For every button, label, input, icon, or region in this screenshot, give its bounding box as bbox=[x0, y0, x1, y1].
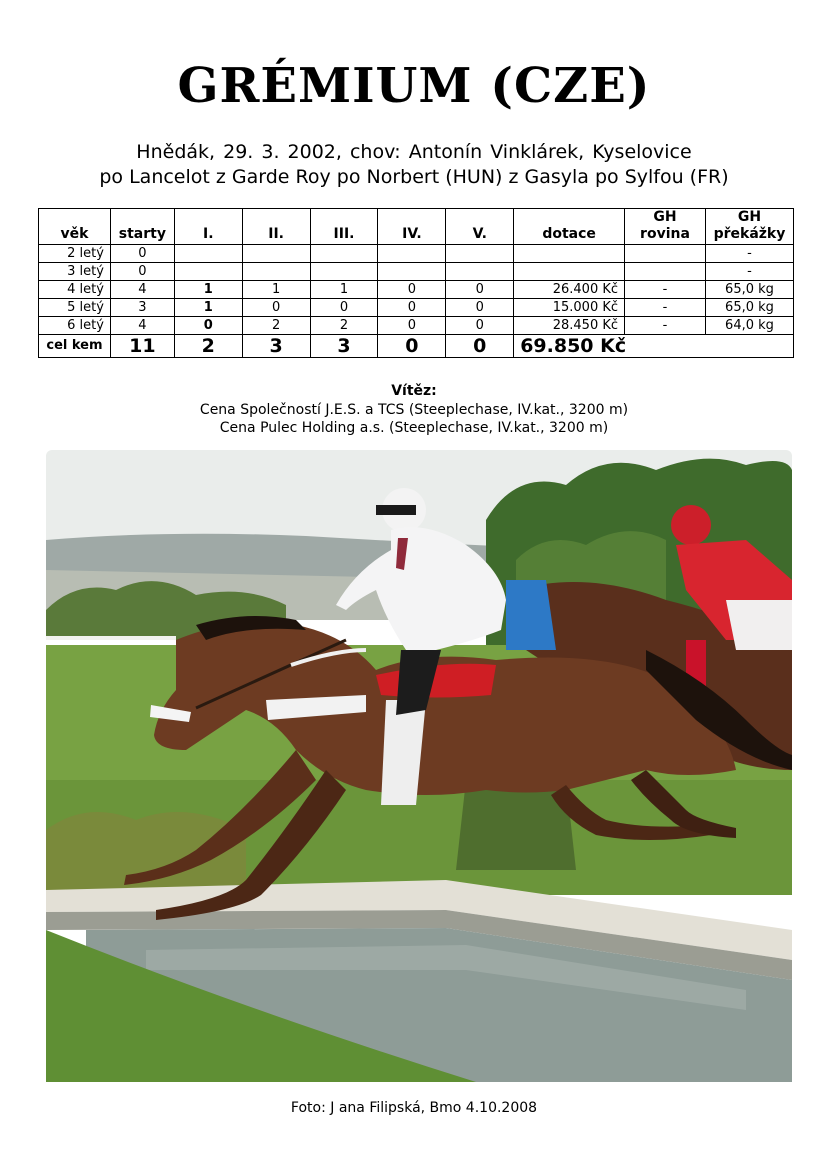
cell-second: 0 bbox=[242, 299, 310, 317]
total-third: 3 bbox=[310, 335, 378, 358]
header-gh-flat-top: GH bbox=[653, 209, 677, 225]
cell-gh-jump: 65,0 kg bbox=[705, 299, 793, 317]
cell-gh-flat bbox=[625, 245, 706, 263]
table-row bbox=[39, 281, 794, 299]
cell-second: 1 bbox=[242, 281, 310, 299]
cell-third bbox=[310, 245, 378, 263]
cell-fifth: 0 bbox=[446, 281, 514, 299]
cell-age: 3 letý bbox=[39, 263, 111, 281]
cell-gh-flat: - bbox=[625, 281, 706, 299]
cell-third: 2 bbox=[310, 317, 378, 335]
total-money: 69.850 Kč bbox=[514, 335, 794, 358]
total-label: cel kem bbox=[39, 335, 111, 358]
cell-gh-jump: 64,0 kg bbox=[705, 317, 793, 335]
table-row bbox=[39, 317, 794, 335]
cell-starts: 4 bbox=[110, 281, 174, 299]
header-fifth: V. bbox=[446, 209, 514, 245]
total-starts: 11 bbox=[110, 335, 174, 358]
cell-age: 5 letý bbox=[39, 299, 111, 317]
cell-starts: 0 bbox=[110, 263, 174, 281]
cell-fifth bbox=[446, 263, 514, 281]
cell-gh-flat: - bbox=[625, 317, 706, 335]
header-fourth: IV. bbox=[378, 209, 446, 245]
cell-gh-jump: - bbox=[705, 245, 793, 263]
winner-race: Cena Pulec Holding a.s. (Steeplechase, IV.kat., 3200 m) bbox=[219, 420, 609, 436]
total-first: 2 bbox=[174, 335, 242, 358]
cell-first: 0 bbox=[174, 317, 242, 335]
cell-gh-flat bbox=[625, 263, 706, 281]
cell-second bbox=[242, 263, 310, 281]
cell-starts: 4 bbox=[110, 317, 174, 335]
race-statistics-table bbox=[38, 208, 794, 358]
cell-fifth: 0 bbox=[446, 299, 514, 317]
cell-fourth bbox=[378, 245, 446, 263]
cell-third bbox=[310, 263, 378, 281]
winner-race: Cena Společností J.E.S. a TCS (Steeplechase, IV.kat., 3200 m) bbox=[199, 402, 629, 418]
table-total-row bbox=[39, 335, 794, 358]
total-fifth: 0 bbox=[446, 335, 514, 358]
table-row bbox=[39, 299, 794, 317]
total-second: 3 bbox=[242, 335, 310, 358]
total-fourth: 0 bbox=[378, 335, 446, 358]
cell-fourth: 0 bbox=[378, 281, 446, 299]
cell-fourth bbox=[378, 263, 446, 281]
header-money: dotace bbox=[514, 209, 625, 245]
header-age: věk bbox=[39, 209, 111, 245]
table-row bbox=[39, 263, 794, 281]
header-gh-jump bbox=[705, 209, 793, 245]
header-gh-jump-bottom: překážky bbox=[713, 226, 786, 242]
header-third: III. bbox=[310, 209, 378, 245]
header-starts: starty bbox=[110, 209, 174, 245]
race-photo bbox=[46, 450, 792, 1082]
cell-fifth: 0 bbox=[446, 317, 514, 335]
cell-fourth: 0 bbox=[378, 299, 446, 317]
header-first: I. bbox=[174, 209, 242, 245]
cell-fifth bbox=[446, 245, 514, 263]
cell-age: 2 letý bbox=[39, 245, 111, 263]
cell-first: 1 bbox=[174, 281, 242, 299]
cell-first bbox=[174, 245, 242, 263]
cell-money: 26.400 Kč bbox=[514, 281, 625, 299]
cell-money bbox=[514, 245, 625, 263]
horse-details: Hnědák, 29. 3. 2002, chov: Antonín Vinklárek, Kyselovice bbox=[136, 141, 692, 163]
cell-gh-flat: - bbox=[625, 299, 706, 317]
cell-fourth: 0 bbox=[378, 317, 446, 335]
photo-credit: Foto: J ana Filipská, Bmo 4.10.2008 bbox=[290, 1100, 538, 1116]
cell-first bbox=[174, 263, 242, 281]
cell-second bbox=[242, 245, 310, 263]
cell-third: 1 bbox=[310, 281, 378, 299]
horse-pedigree: po Lancelot z Garde Roy po Norbert (HUN) z Gasyla po Sylfou (FR) bbox=[99, 166, 729, 188]
horse-name: GRÉMIUM (CZE) bbox=[177, 58, 651, 114]
cell-second: 2 bbox=[242, 317, 310, 335]
header-gh-flat bbox=[625, 209, 706, 245]
winner-heading: Vítěz: bbox=[391, 383, 437, 399]
cell-money: 28.450 Kč bbox=[514, 317, 625, 335]
table-header-row bbox=[39, 209, 794, 245]
cell-third: 0 bbox=[310, 299, 378, 317]
header-gh-jump-top: GH bbox=[737, 209, 762, 225]
cell-age: 6 letý bbox=[39, 317, 111, 335]
cell-money: 15.000 Kč bbox=[514, 299, 625, 317]
cell-starts: 0 bbox=[110, 245, 174, 263]
cell-gh-jump: - bbox=[705, 263, 793, 281]
cell-starts: 3 bbox=[110, 299, 174, 317]
header-gh-flat-bottom: rovina bbox=[640, 226, 690, 242]
cell-money bbox=[514, 263, 625, 281]
cell-first: 1 bbox=[174, 299, 242, 317]
table-row bbox=[39, 245, 794, 263]
cell-age: 4 letý bbox=[39, 281, 111, 299]
cell-gh-jump: 65,0 kg bbox=[705, 281, 793, 299]
header-second: II. bbox=[242, 209, 310, 245]
